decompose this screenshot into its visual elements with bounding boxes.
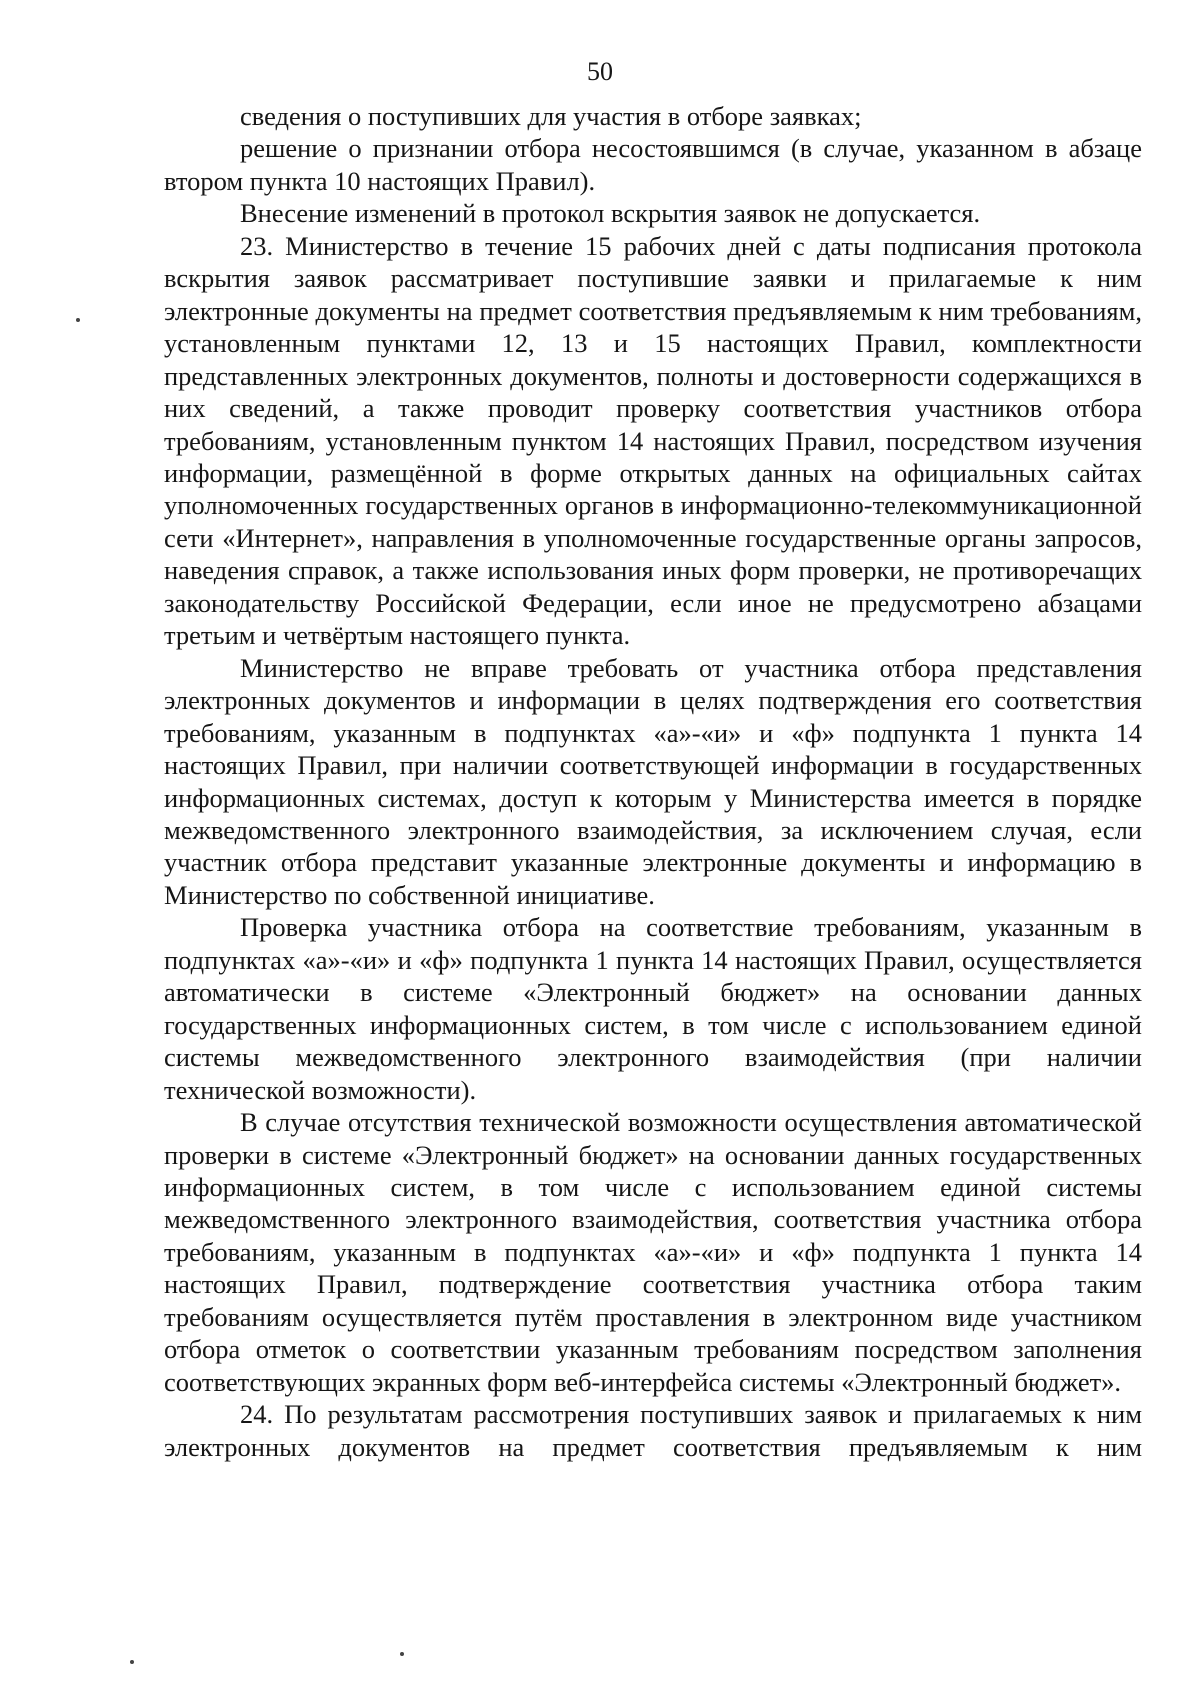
document-body (164, 100, 1142, 1463)
paragraph-5: Министерство не вправе требовать от участника отбора представления электронных документов и информации в целях подтверждения его соответствия требованиям, указанным в подпунктах «а»-«и» и «ф» подпункта 1 пункта 14 настоящих Правил, при наличии соответствующей информации в государственных информационных системах, доступ к которым у Министерства имеется в порядке межведомственного электронного взаимодействия, за исключением случая, если участник отбора представит указанные электронные документы и информацию в Министерство по собственной инициативе. (164, 652, 1142, 910)
page-number: 50 (587, 57, 613, 86)
paragraph-7: В случае отсутствия технической возможности осуществления автоматической проверки в системе «Электронный бюджет» на основании данных государственных информационных систем, в том числе с использованием единой системы межведомственного электронного взаимодействия, соответствия участника отбора требованиям, указанным в подпунктах «а»-«и» и «ф» подпункта 1 пункта 14 настоящих Правил, подтверждение соответствия участника отбора таким требованиям осуществляется путём проставления в электронном виде участником отбора отметок о соответствии указанным требованиям посредством заполнения соответствующих экранных форм веб-интерфейса системы «Электронный бюджет». (164, 1107, 1142, 1397)
paragraph-3: Внесение изменений в протокол вскрытия заявок не допускается. (240, 198, 981, 229)
paragraph-2: решение о признании отбора несостоявшимся (в случае, указанном в абзаце втором пункта 10 настоящих Правил). (164, 133, 1142, 196)
paragraph-1: сведения о поступивших для участия в отборе заявках; (240, 101, 862, 131)
scan-speck-mark (76, 318, 80, 322)
scan-speck-mark (130, 1660, 134, 1664)
paragraph-6: Проверка участника отбора на соответствие требованиям, указанным в подпунктах «а»-«и» и «ф» подпункта 1 пункта 14 настоящих Правил, осуществляется автоматически в системе «Электронный бюджет» на основании данных государственных информационных систем, в том числе с использованием единой системы межведомственного электронного взаимодействия (при наличии технической возможности). (164, 912, 1142, 1105)
paragraph-4: 23. Министерство в течение 15 рабочих дней с даты подписания протокола вскрытия заявок рассматривает поступившие заявки и прилагаемые к ним электронные документы на предмет соответствия предъявляемым к ним требованиям, установленным пунктами 12, 13 и 15 настоящих Правил, комплектности представленных электронных документов, полноты и достоверности содержащихся в них сведений, а также проводит проверку соответствия участников отбора требованиям, установленным пунктом 14 настоящих Правил, посредством изучения информации, размещённой в форме открытых данных на официальных сайтах уполномоченных государственных органов в информационно-телекоммуникационной сети «Интернет», направления в уполномоченные государственные органы запросов, наведения справок, а также использования иных форм проверки, не противоречащих законодательству Российской Федерации, если иное не предусмотрено абзацами третьим и четвёртым настоящего пункта. (164, 230, 1142, 651)
paragraph-8: 24. По результатам рассмотрения поступивших заявок и прилагаемых к ним электронных документов на предмет соответствия предъявляемым к ним (164, 1399, 1142, 1462)
scan-speck-mark (400, 1652, 404, 1656)
